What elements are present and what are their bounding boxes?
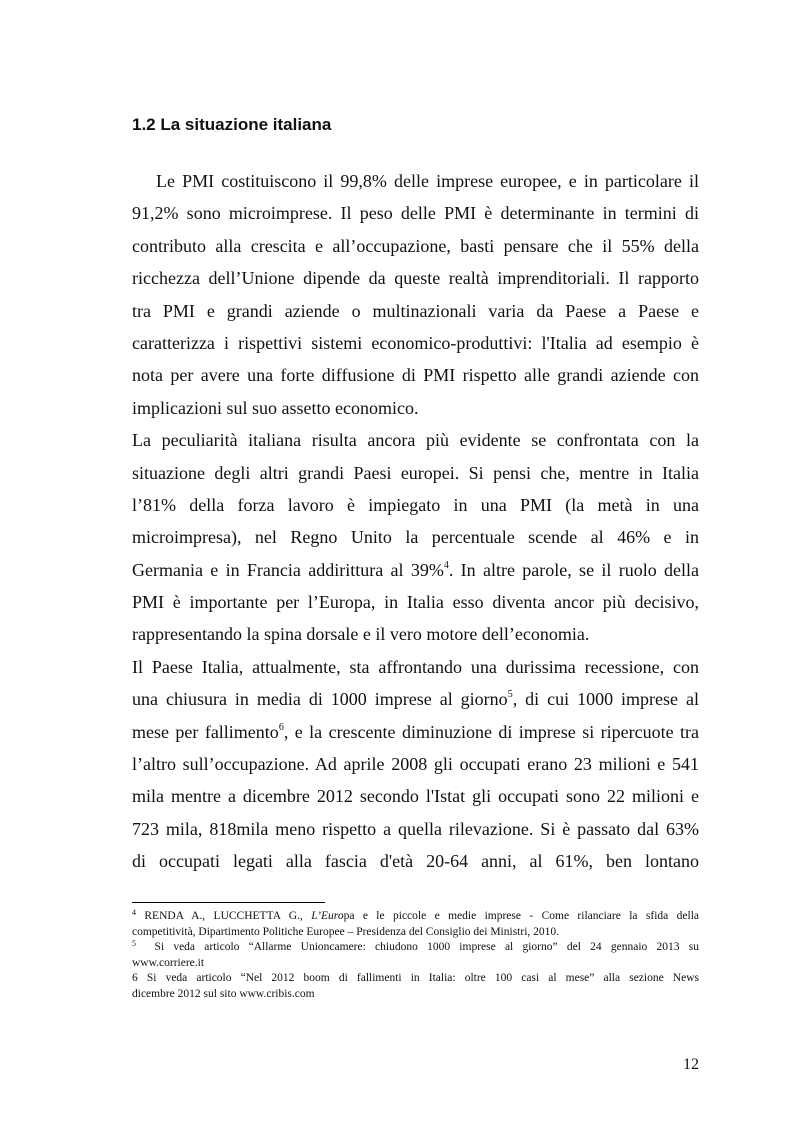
text-line: rappresentando la spina dorsale e il vero motore dell’economia. xyxy=(132,624,590,645)
footnote-ref-4: 4 xyxy=(443,559,449,571)
text-line: l’81% della forza lavoro è impiegato in una PMI (la metà in una xyxy=(132,494,699,515)
footnote-4-line2: competitività, Dipartimento Politiche Europee – Presidenza del Consiglio dei Ministri, 2010. xyxy=(132,925,560,938)
text-line: La peculiarità italiana risulta ancora più evidente se confrontata con la xyxy=(132,430,699,451)
footnote-5-line2: www.corriere.it xyxy=(132,956,205,969)
footnote-5 xyxy=(132,940,699,956)
text-line: 91,2% sono microimprese. Il peso delle PMI è determinante in termini di xyxy=(132,203,699,224)
footnotes xyxy=(132,909,699,1003)
text-line xyxy=(132,554,699,586)
text-line: situazione degli altri grandi Paesi europei. Si pensi che, mentre in Italia xyxy=(132,462,699,483)
footnote-ref-5: 5 xyxy=(507,689,513,701)
text-line: tra PMI e grandi aziende o multinazionali varia da Paese a Paese e xyxy=(132,300,699,321)
section-heading: 1.2 La situazione italiana xyxy=(132,115,332,134)
text-segment: mese per fallimento xyxy=(132,721,279,742)
text-line: Il Paese Italia, attualmente, sta affrontando una durissima recessione, con xyxy=(132,656,699,677)
text-line: implicazioni sul suo assetto economico. xyxy=(132,397,419,418)
text-line xyxy=(132,683,699,715)
text-line: ricchezza dell’Unione dipende da queste realtà imprenditoriali. Il rapporto xyxy=(132,268,699,289)
text-line: microimpresa), nel Regno Unito la percentuale scende al 46% e in xyxy=(132,527,699,548)
text-line: l’altro sull’occupazione. Ad aprile 2008 gli occupati erano 23 milioni e 541 xyxy=(132,754,699,775)
text-line: PMI è importante per l’Europa, in Italia esso diventa ancor più decisivo, xyxy=(132,592,699,613)
text-line: contributo alla crescita e all’occupazione, basti pensare che il 55% della xyxy=(132,235,699,256)
footnote-6-line2: dicembre 2012 sul sito www.cribis.com xyxy=(132,987,315,1000)
text-line: caratterizza i rispettivi sistemi economico-produttivi: l'Italia ad esempio è xyxy=(132,332,699,353)
footnote-italic: L’Euro xyxy=(311,910,344,922)
footnote-mark: 4 xyxy=(132,908,136,917)
text-line xyxy=(132,716,699,748)
footnote-6: 6 Si veda articolo “Nel 2012 boom di fallimenti in Italia: oltre 100 casi al mese” alla sezione News xyxy=(132,972,699,985)
footnote-text: Si veda articolo “Allarme Unioncamere: chiudono 1000 imprese al giorno” del 24 gennaio 2013 su xyxy=(154,941,699,954)
footnote-text: RENDA A., LUCCHETTA G., xyxy=(144,910,312,922)
text-segment: , e la crescente diminuzione di imprese si ripercuote tra xyxy=(283,721,699,742)
text-line: 723 mila, 818mila meno rispetto a quella rilevazione. Si è passato dal 63% xyxy=(132,818,699,839)
footnote-ref-6: 6 xyxy=(278,721,284,733)
text-line: di occupati legati alla fascia d'età 20-64 anni, al 61%, ben lontano xyxy=(132,851,699,872)
text-line: Le PMI costituiscono il 99,8% delle imprese europee, e in particolare il xyxy=(156,171,699,191)
footnote-mark: 5 xyxy=(132,939,136,949)
footnote-4 xyxy=(132,909,699,925)
body-text xyxy=(132,165,699,878)
text-segment: , di cui 1000 imprese al xyxy=(512,689,699,710)
text-segment: una chiusura in media di 1000 imprese al giorno xyxy=(132,689,508,710)
page-number: 12 xyxy=(683,1056,699,1073)
text-segment: . In altre parole, se il ruolo della xyxy=(448,559,699,580)
text-line: nota per avere una forte diffusione di PMI rispetto alle grandi aziende con xyxy=(132,365,699,386)
text-line: mila mentre a dicembre 2012 secondo l'Istat gli occupati sono 22 milioni e xyxy=(132,786,699,807)
text-segment: Germania e in Francia addirittura al 39% xyxy=(132,559,444,580)
footnote-separator xyxy=(132,902,325,903)
footnote-text: pa e le piccole e medie imprese - Come rilanciare la sfida della xyxy=(343,910,700,922)
